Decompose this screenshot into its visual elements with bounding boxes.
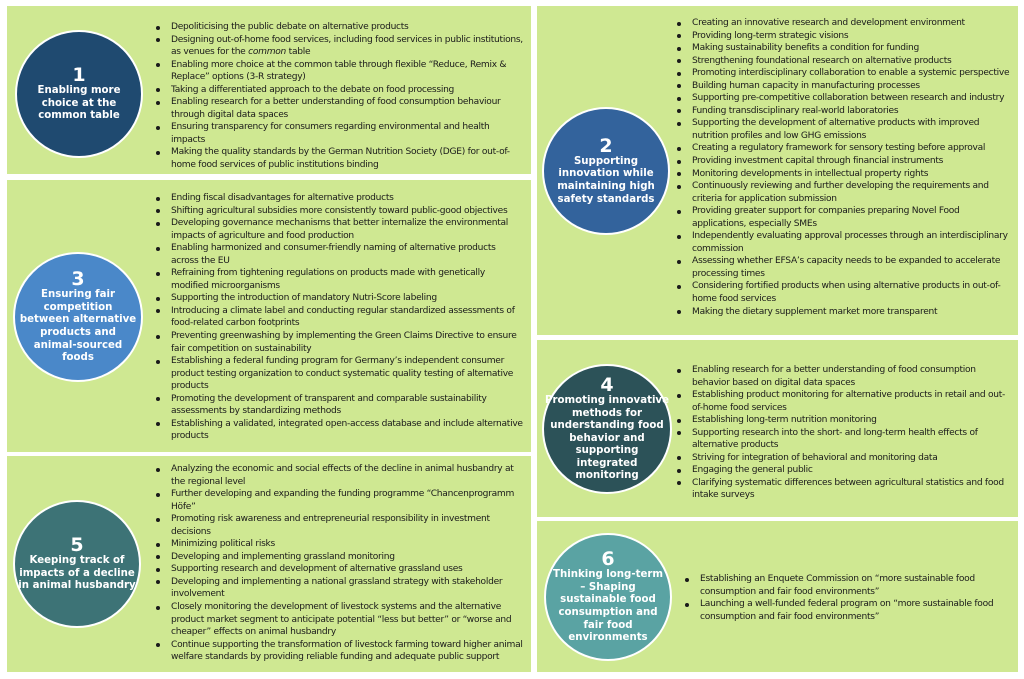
item-list: [674, 17, 1014, 318]
list-item: Establishing an Enquete Commission on “more sustainable food consumption and fair food environments”: [682, 573, 1012, 598]
panel-5-animal-husbandry: [7, 456, 531, 672]
list-item: Further developing and expanding the funding programme “Chancenprogramm Höfe”: [153, 488, 525, 513]
item-list: [153, 463, 525, 664]
list-item: Introducing a climate label and conducting regular standardized assessments of food-related carbon footprints: [153, 305, 525, 330]
list-item: Preventing greenwashing by implementing the Green Claims Directive to ensure fair competition on sustainability: [153, 330, 525, 355]
circle-5: [13, 500, 141, 628]
list-item: Enabling research for a better understanding of food consumption behavior based on digital data spaces: [674, 364, 1014, 389]
list-item: Building human capacity in manufacturing processes: [674, 80, 1014, 93]
circle-title: Supporting innovation while maintaining high safety standards: [557, 155, 655, 205]
list-item: Independently evaluating approval processes through an interdisciplinary commission: [674, 230, 1014, 255]
list-item: Minimizing political risks: [153, 538, 525, 551]
list-item: Striving for integration of behavioral and monitoring data: [674, 452, 1014, 465]
list-item: Promoting the development of transparent and comparable sustainability assessments by standardizing methods: [153, 393, 525, 418]
circle-4: [542, 364, 672, 494]
panel-2-innovation: [537, 6, 1018, 335]
circle-title: Promoting innovative methods for understanding food behavior and supporting integrated monitoring: [545, 394, 669, 482]
circle-number: 2: [599, 134, 613, 157]
list-item: Monitoring developments in intellectual property rights: [674, 168, 1014, 181]
list-item: Shifting agricultural subsidies more consistently toward public-good objectives: [153, 205, 525, 218]
list-item: Designing out-of-home food services, including food services in public institutions, as venues for the common table: [153, 34, 525, 59]
list-item: Enabling research for a better understanding of food consumption behaviour through digital data spaces: [153, 96, 525, 121]
emphasis: common: [248, 47, 287, 58]
circle-number: 6: [601, 548, 615, 571]
list-item: Supporting the introduction of mandatory Nutri-Score labeling: [153, 292, 525, 305]
circle-number: 3: [71, 268, 85, 291]
list-item: Developing and implementing grassland monitoring: [153, 551, 525, 564]
circle-number: 4: [600, 373, 614, 396]
circle-1: [15, 30, 143, 158]
list-item: Assessing whether EFSA’s capacity needs to be expanded to accelerate processing times: [674, 255, 1014, 280]
list-item: Promoting risk awareness and entrepreneurial responsibility in investment decisions: [153, 513, 525, 538]
circle-2: [542, 107, 670, 235]
list-item: Promoting interdisciplinary collaboration to enable a systemic perspective: [674, 67, 1014, 80]
list-item: Closely monitoring the development of livestock systems and the alternative product market segment to anticipate potential “less but better” or “worse and cheaper” effects on animal husbandry: [153, 601, 525, 639]
list-item: Creating an innovative research and development environment: [674, 17, 1014, 30]
circle-title: Ensuring fair competition between alternative products and animal-sourced foods: [19, 289, 137, 364]
list-item: Establishing long-term nutrition monitoring: [674, 414, 1014, 427]
circle-number: 1: [72, 64, 86, 87]
item-list: [153, 192, 525, 443]
list-item: Ensuring transparency for consumers regarding environmental and health impacts: [153, 121, 525, 146]
item-list: [674, 364, 1014, 502]
circle-number: 5: [70, 534, 84, 557]
list-item: Engaging the general public: [674, 464, 1014, 477]
list-item: Establishing a validated, integrated open-access database and include alternative products: [153, 418, 525, 443]
list-item: Launching a well-funded federal program on “more sustainable food consumption and fair food environments”: [682, 598, 1012, 623]
list-item: Providing investment capital through financial instruments: [674, 155, 1014, 168]
list-item: Refraining from tightening regulations on products made with genetically modified microorganisms: [153, 267, 525, 292]
item-list: [153, 21, 525, 172]
circle-title: Keeping track of impacts of a decline in animal husbandry: [18, 555, 136, 592]
circle-6: [544, 533, 672, 661]
panel-4-monitoring: [537, 340, 1018, 517]
list-item: Continue supporting the transformation of livestock farming toward higher animal welfare standards by providing reliable funding and adequate public support: [153, 639, 525, 664]
list-item: Making the dietary supplement market more transparent: [674, 306, 1014, 319]
circle-3: [13, 252, 143, 382]
list-item: Ending fiscal disadvantages for alternative products: [153, 192, 525, 205]
list-item: Enabling more choice at the common table through flexible “Reduce, Remix & Replace” options (3-R strategy): [153, 59, 525, 84]
circle-title: Thinking long-term – Shaping sustainable food consumption and fair food environments: [553, 569, 663, 644]
list-item: Providing greater support for companies preparing Novel Food applications, especially SMEs: [674, 205, 1014, 230]
list-item: Providing long-term strategic visions: [674, 30, 1014, 43]
list-item: Supporting the development of alternative products with improved nutrition profiles and low GHG emissions: [674, 117, 1014, 142]
list-item: Enabling harmonized and consumer-friendly naming of alternative products across the EU: [153, 242, 525, 267]
list-item: Supporting pre-competitive collaboration between research and industry: [674, 92, 1014, 105]
list-item: Taking a differentiated approach to the debate on food processing: [153, 84, 525, 97]
list-item: Supporting research and development of alternative grassland uses: [153, 563, 525, 576]
list-item: Funding transdisciplinary real-world laboratories: [674, 105, 1014, 118]
panel-6-long-term: [537, 521, 1018, 672]
list-item: Establishing product monitoring for alternative products in retail and out-of-home food services: [674, 389, 1014, 414]
list-item: Making sustainability benefits a condition for funding: [674, 42, 1014, 55]
list-item: Developing and implementing a national grassland strategy with stakeholder involvement: [153, 576, 525, 601]
list-item: Supporting research into the short- and long-term health effects of alternative products: [674, 427, 1014, 452]
list-item: Analyzing the economic and social effects of the decline in animal husbandry at the regional level: [153, 463, 525, 488]
list-item: Clarifying systematic differences between agricultural statistics and food intake surveys: [674, 477, 1014, 502]
list-item: Strengthening foundational research on alternative products: [674, 55, 1014, 68]
list-item: Depoliticising the public debate on alternative products: [153, 21, 525, 34]
list-item: Considering fortified products when using alternative products in out-of-home food services: [674, 280, 1014, 305]
item-list: [682, 573, 1012, 623]
circle-title: Enabling more choice at the common table: [37, 85, 121, 122]
list-item: Making the quality standards by the German Nutrition Society (DGE) for out-of-home food services of public institutions binding: [153, 146, 525, 171]
list-item: Continuously reviewing and further developing the requirements and criteria for application submission: [674, 180, 1014, 205]
list-item: Developing governance mechanisms that better internalize the environmental impacts of agriculture and food production: [153, 217, 525, 242]
panel-3-fair-competition: [7, 180, 531, 452]
list-item: Establishing a federal funding program for Germany’s independent consumer product testing organization to conduct systematic quality testing of alternative products: [153, 355, 525, 393]
panel-1-common-table: [7, 6, 531, 174]
list-item: Creating a regulatory framework for sensory testing before approval: [674, 142, 1014, 155]
